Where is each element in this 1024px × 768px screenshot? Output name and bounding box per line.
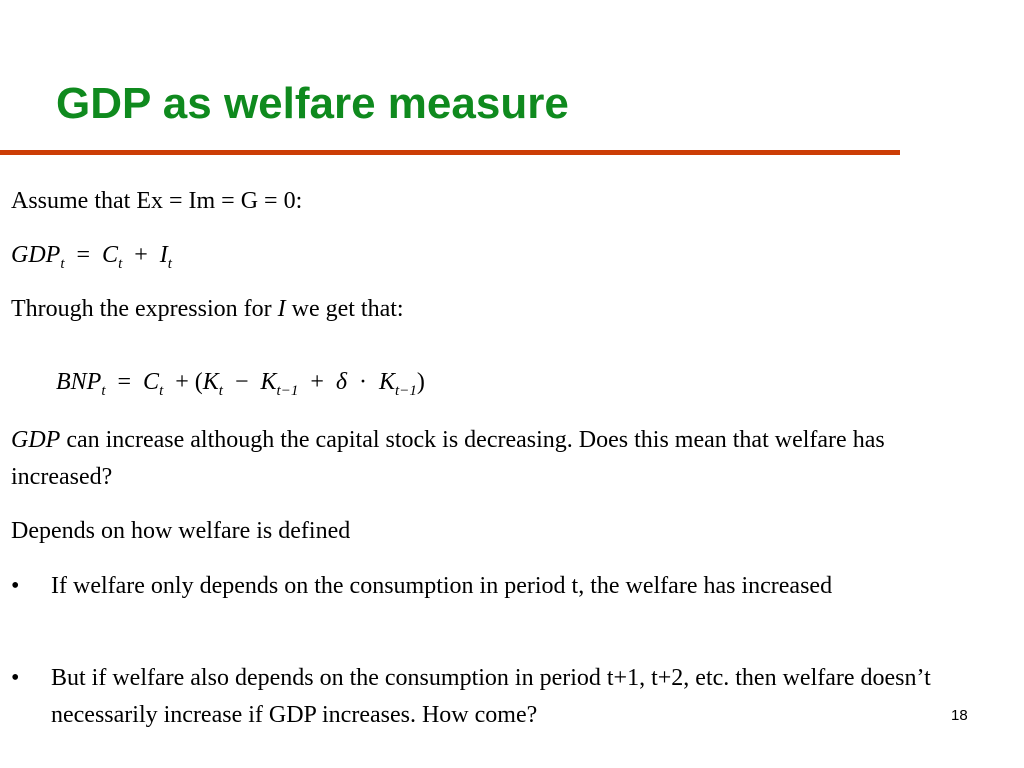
through-expression-text	[11, 294, 404, 324]
eq2-lhs: BNP	[56, 369, 102, 395]
eq1-lhs-subscript: t	[60, 256, 65, 272]
through-text-variable: I	[277, 296, 286, 322]
eq2-capital-t: K	[202, 369, 219, 395]
bullet-item-2	[11, 660, 951, 734]
eq1-equals: =	[76, 242, 91, 268]
bullet-dot-1: •	[11, 573, 20, 599]
bullet-text-1: If welfare only depends on the consumption in period t, the welfare has increased	[51, 573, 833, 599]
eq1-consumption-subscript: t	[118, 256, 123, 272]
gdp-word: GDP	[11, 427, 61, 453]
eq1-investment-subscript: t	[167, 256, 172, 272]
eq1-plus: +	[134, 242, 148, 268]
eq2-capital-t-subscript: t	[218, 383, 223, 399]
bullet-text-2: But if welfare also depends on the consumption in period t+1, t+2, etc. then welfare doesn’t necessarily increase if GDP increases. How come?	[51, 665, 931, 728]
eq2-capital-t-minus-1: K	[260, 369, 277, 395]
eq2-consumption-subscript: t	[159, 383, 164, 399]
gdp-question-paragraph	[11, 422, 951, 496]
eq2-depreciation-delta: δ	[335, 369, 348, 395]
eq1-lhs: GDP	[11, 242, 61, 268]
eq2-open-paren: (	[194, 369, 203, 395]
eq1-investment: I	[159, 242, 168, 268]
eq2-lhs-subscript: t	[101, 383, 106, 399]
through-text-pre: Through the expression for	[11, 296, 278, 322]
eq2-capital-t-minus-1-subscript: t−1	[276, 383, 299, 399]
bullet-item-1	[11, 568, 951, 605]
assumption-text: Assume that Ex = Im = G = 0:	[11, 188, 303, 214]
gdp-identity-equation	[11, 240, 172, 270]
depends-text: Depends on how welfare is defined	[11, 518, 351, 544]
eq2-dot: ·	[359, 369, 368, 395]
gdp-question-text: can increase although the capital stock is decreasing. Does this mean that welfare has increased?	[11, 427, 885, 490]
eq2-equals: =	[117, 369, 132, 395]
through-text-post: we get that:	[285, 296, 404, 322]
slide-page-number: 18	[951, 707, 968, 724]
eq2-plus-2: +	[310, 369, 324, 395]
eq2-capital-lagged: K	[379, 369, 396, 395]
bullet-dot-2: •	[11, 665, 20, 691]
eq2-capital-lagged-subscript: t−1	[395, 383, 417, 399]
eq1-consumption: C	[102, 242, 119, 268]
eq2-consumption: C	[143, 369, 160, 395]
eq2-close-paren: )	[416, 369, 425, 395]
eq2-minus: −	[234, 369, 249, 395]
title-underline	[0, 150, 900, 155]
slide-title: GDP as welfare measure	[56, 79, 569, 128]
eq2-plus: +	[175, 369, 189, 395]
bnp-expansion-equation	[56, 367, 425, 397]
